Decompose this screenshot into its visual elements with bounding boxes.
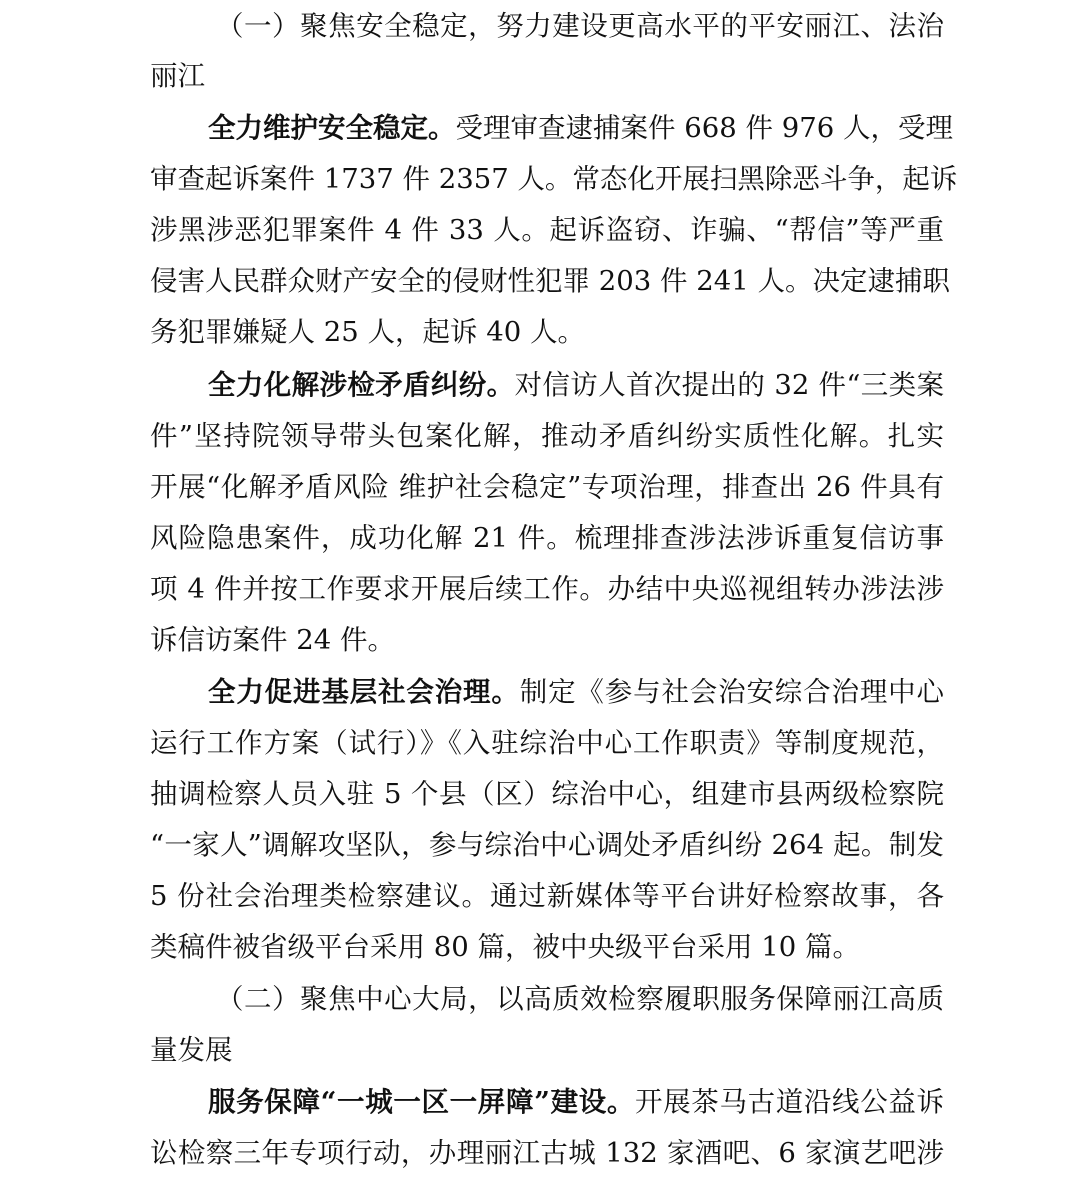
paragraph-1-lead: 全力维护安全稳定。 xyxy=(208,112,456,144)
paragraph-3-line-5: 5 份社会治理类检察建议。通过新媒体等平台讲好检察故事，各 xyxy=(150,880,944,912)
paragraph-4-line-2: 讼检察三年专项行动，办理丽江古城 132 家酒吧、6 家演艺吧涉 xyxy=(150,1137,944,1169)
paragraph-4-line-1-text: 开展茶马古道沿线公益诉 xyxy=(635,1086,944,1118)
section-heading-2-cont: 量发展 xyxy=(150,1034,233,1066)
paragraph-4-line-1 xyxy=(208,1082,944,1122)
paragraph-1-line-4: 侵害人民群众财产安全的侵财性犯罪 203 件 241 人。决定逮捕职 xyxy=(150,265,950,297)
paragraph-3-line-4: “一家人”调解攻坚队，参与综治中心调处矛盾纠纷 264 起。制发 xyxy=(150,829,944,861)
paragraph-3-line-3: 抽调检察人员入驻 5 个县（区）综治中心，组建市县两级检察院 xyxy=(150,778,944,810)
paragraph-2-line-3: 开展“化解矛盾风险 维护社会稳定”专项治理，排查出 26 件具有 xyxy=(150,471,944,503)
paragraph-1-line-5: 务犯罪嫌疑人 25 人，起诉 40 人。 xyxy=(150,316,585,348)
paragraph-1-line-2: 审查起诉案件 1737 件 2357 人。常态化开展扫黑除恶斗争，起诉 xyxy=(150,163,958,195)
paragraph-2-line-6: 诉信访案件 24 件。 xyxy=(150,624,395,656)
paragraph-1-line-3: 涉黑涉恶犯罪案件 4 件 33 人。起诉盗窃、诈骗、“帮信”等严重 xyxy=(150,214,944,246)
paragraph-2-line-1 xyxy=(208,365,944,405)
paragraph-1-line-1-text: 受理审查逮捕案件 668 件 976 人，受理 xyxy=(455,112,953,144)
paragraph-3-line-2: 运行工作方案（试行）》《入驻综治中心工作职责》等制度规范， xyxy=(150,727,944,759)
paragraph-2-line-5: 项 4 件并按工作要求开展后续工作。办结中央巡视组转办涉法涉 xyxy=(150,573,944,605)
paragraph-1-line-1 xyxy=(208,108,953,148)
paragraph-2-line-1-text: 对信访人首次提出的 32 件“三类案 xyxy=(514,369,944,401)
paragraph-3-line-6: 类稿件被省级平台采用 80 篇，被中央级平台采用 10 篇。 xyxy=(150,931,860,963)
section-heading-1-cont: 丽江 xyxy=(150,60,205,92)
paragraph-4-lead: 服务保障“一城一区一屏障”建设。 xyxy=(208,1086,636,1118)
paragraph-3-line-1-text: 制定《参与社会治安综合治理中心 xyxy=(519,676,945,708)
paragraph-2-line-4: 风险隐患案件，成功化解 21 件。梳理排查涉法涉诉重复信访事 xyxy=(150,522,944,554)
paragraph-3-lead: 全力促进基层社会治理。 xyxy=(208,676,520,708)
section-heading-2: （二）聚焦中心大局，以高质效检察履职服务保障丽江高质 xyxy=(216,983,944,1015)
paragraph-3-line-1 xyxy=(208,672,944,712)
section-heading-1: （一）聚焦安全稳定，努力建设更高水平的平安丽江、法治 xyxy=(216,10,944,42)
paragraph-2-line-2: 件”坚持院领导带头包案化解，推动矛盾纠纷实质性化解。扎实 xyxy=(150,420,944,452)
paragraph-2-lead: 全力化解涉检矛盾纠纷。 xyxy=(208,369,515,401)
